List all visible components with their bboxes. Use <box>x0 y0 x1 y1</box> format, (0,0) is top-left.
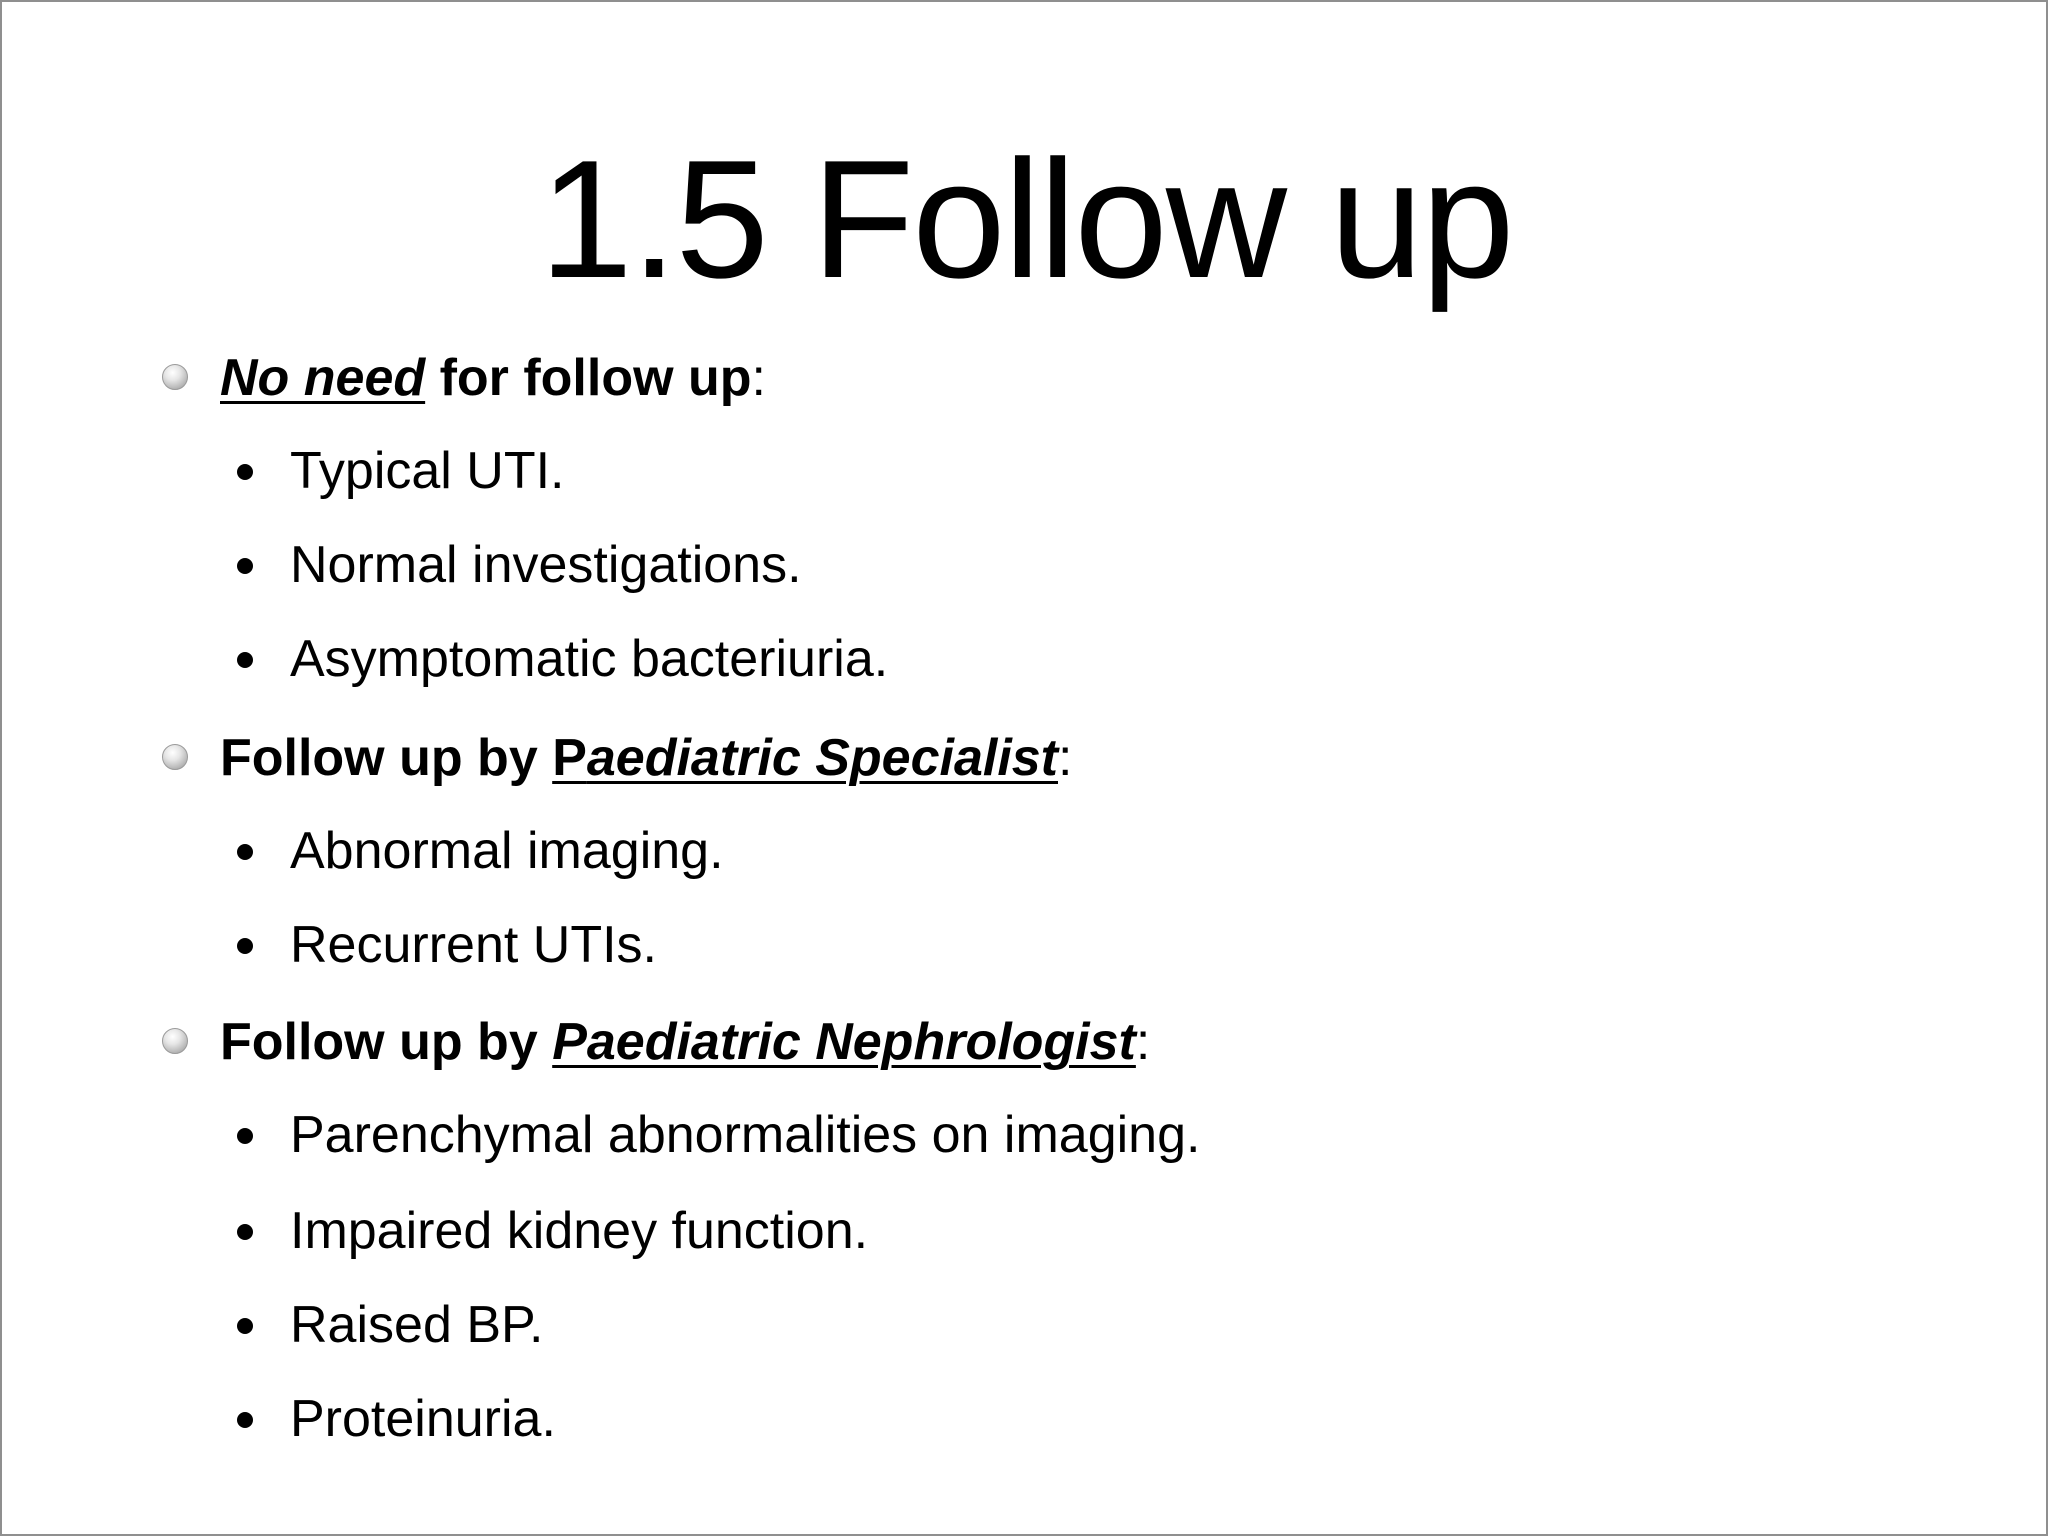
level1-bullet-icon <box>162 744 188 770</box>
slide-title: 1.5 Follow up <box>539 125 1513 313</box>
level2-bullet-icon <box>237 1224 253 1240</box>
bullet-heading-paediatric-specialist <box>220 726 1072 790</box>
heading-emphasis: No need <box>220 349 426 407</box>
level2-bullet-icon <box>237 1318 253 1334</box>
list-item: Asymptomatic bacteriuria. <box>290 630 889 688</box>
list-item: Typical UTI. <box>290 442 565 500</box>
list-item: Proteinuria. <box>290 1390 556 1448</box>
level2-bullet-icon <box>237 558 253 574</box>
level1-bullet-icon <box>162 364 188 390</box>
level2-bullet-icon <box>237 1412 253 1428</box>
list-item: Impaired kidney function. <box>290 1202 869 1260</box>
list-item: Recurrent UTIs. <box>290 916 657 974</box>
level2-bullet-icon <box>237 652 253 668</box>
list-item: Raised BP. <box>290 1296 544 1354</box>
list-item: Abnormal imaging. <box>290 822 724 880</box>
heading-lead-letter: P <box>552 729 587 787</box>
list-item: Normal investigations. <box>290 536 802 594</box>
bullet-heading-no-follow-up <box>220 346 766 410</box>
level2-bullet-icon <box>237 844 253 860</box>
heading-text: Follow up by <box>220 1013 553 1071</box>
level2-bullet-icon <box>237 1128 253 1144</box>
level2-bullet-icon <box>237 938 253 954</box>
heading-text: for follow up <box>425 349 752 407</box>
heading-emphasis: aediatric Specialist <box>586 729 1058 787</box>
heading-text: Follow up by <box>220 729 553 787</box>
heading-colon: : <box>1135 1013 1151 1071</box>
level1-bullet-icon <box>162 1028 188 1054</box>
bullet-heading-paediatric-nephrologist <box>220 1010 1150 1074</box>
heading-colon: : <box>1058 729 1073 787</box>
level2-bullet-icon <box>237 464 253 480</box>
heading-emphasis: Paediatric Nephrologist <box>552 1013 1136 1071</box>
heading-colon: : <box>751 349 766 407</box>
list-item: Parenchymal abnormalities on imaging. <box>290 1106 1201 1164</box>
